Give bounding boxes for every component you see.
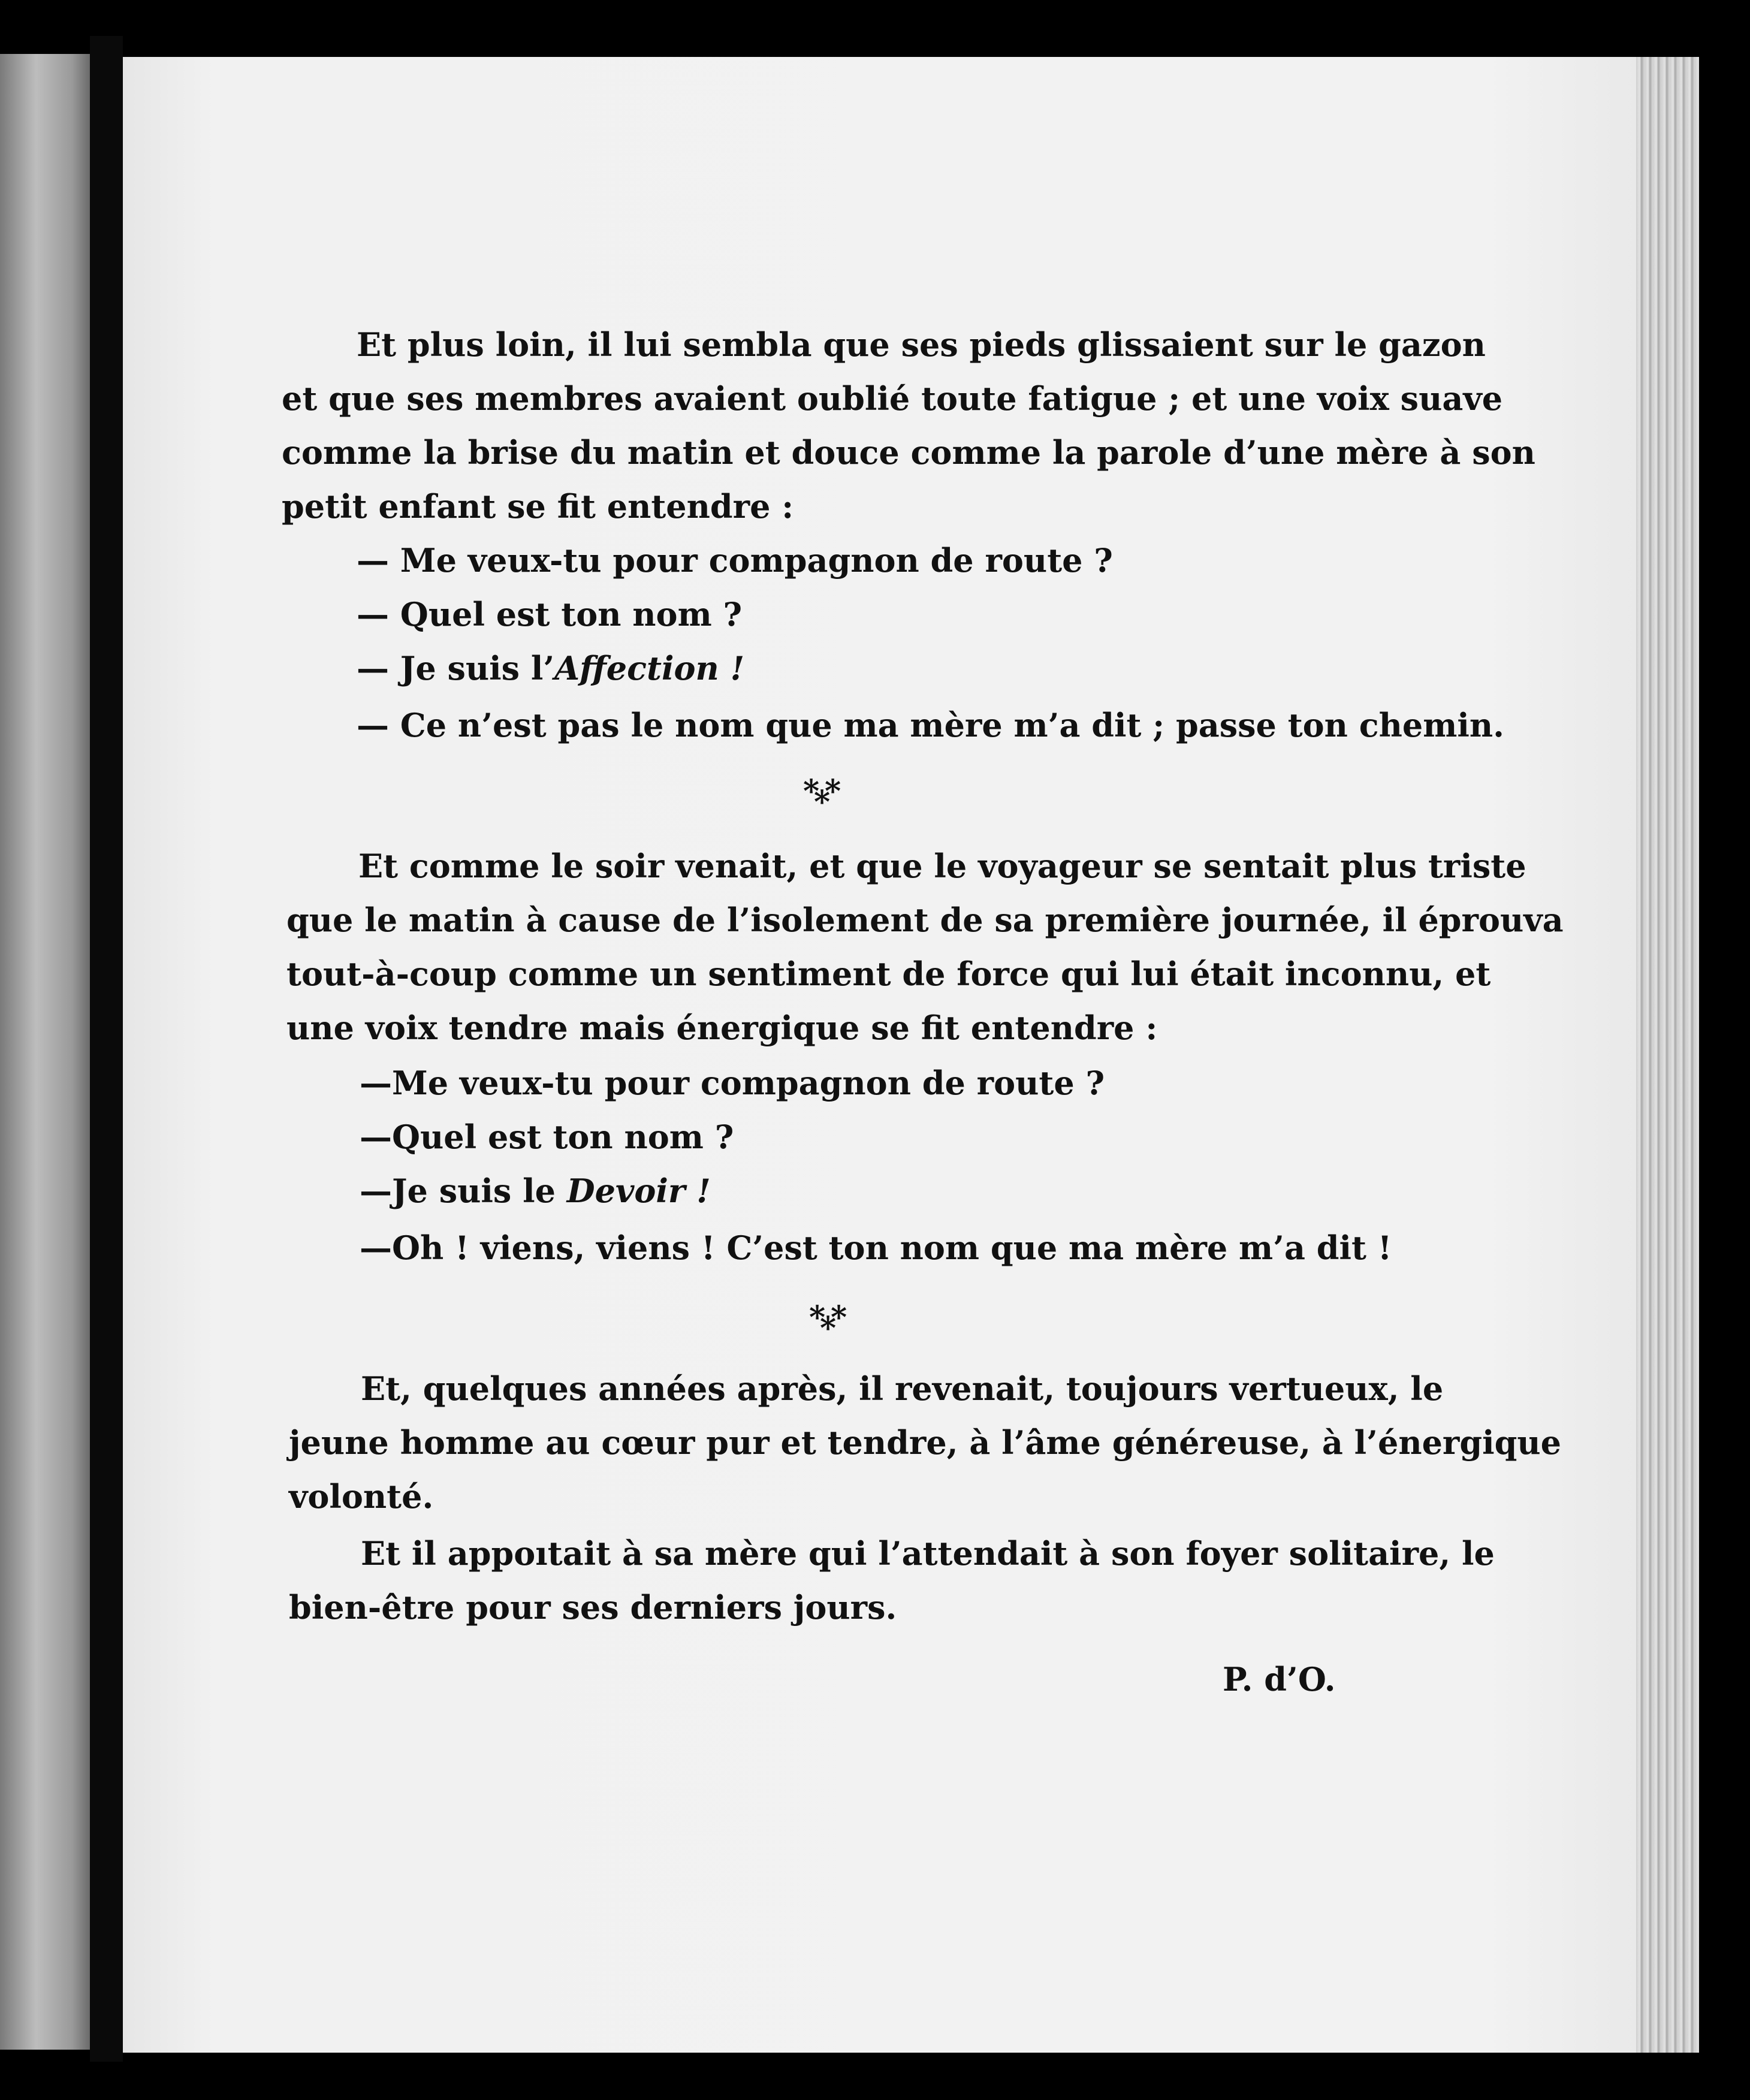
author-signature: P. d’O. <box>1223 1660 1336 1698</box>
paragraph-2-line-3: tout-à-coup comme un sentiment de force qui lui était inconnu, et <box>286 955 1491 993</box>
dialogue-2-line-1: —Me veux-tu pour compagnon de route ? <box>360 1064 1105 1102</box>
dialogue-2-line-2: —Quel est ton nom ? <box>360 1118 734 1156</box>
paragraph-1-line-2: et que ses membres avaient oublié toute fatigue ; et une voix suave <box>282 379 1503 418</box>
page-edges <box>1636 57 1699 2053</box>
section-separator <box>803 773 851 821</box>
paragraph-1-line-4: petit enfant se fit entendre : <box>282 487 794 526</box>
dialogue-1-line-1: — Me veux-tu pour compagnon de route ? <box>357 541 1113 580</box>
paragraph-2-line-4: une voix tendre mais énergique se fit entendre : <box>286 1009 1158 1047</box>
separator-star-center: * <box>814 784 831 820</box>
paragraph-4-line-1: Et il appoıtait à sa mère qui l’attendait à son foyer solitaire, le <box>361 1534 1495 1573</box>
scan-border <box>1699 36 1750 2100</box>
dialogue-2-line-3-text: —Je suis le <box>360 1172 567 1210</box>
book-gutter <box>90 36 123 2062</box>
paragraph-3-line-2: jeune homme au cœur pur et tendre, à l’âme généreuse, à l’énergique <box>289 1423 1562 1462</box>
paragraph-2-line-1: Et comme le soir venait, et que le voyageur se sentait plus triste <box>358 847 1526 885</box>
paragraph-2-line-2: que le matin à cause de l’isolement de sa première journée, il éprouva <box>286 901 1564 939</box>
dialogue-2-line-4: —Oh ! viens, viens ! C’est ton nom que ma mère m’a dit ! <box>360 1229 1392 1267</box>
left-page-edge <box>0 54 90 2050</box>
dialogue-1-line-2: — Quel est ton nom ? <box>357 595 743 633</box>
separator-star-left: * <box>809 1299 826 1336</box>
paragraph-3-line-3: volonté. <box>289 1477 434 1516</box>
separator-star-left: * <box>803 773 820 810</box>
dialogue-1-line-3-text: — Je suis l’ <box>357 649 555 687</box>
dialogue-1-line-4: — Ce n’est pas le nom que ma mère m’a dit ; passe ton chemin. <box>357 706 1504 744</box>
section-separator <box>809 1299 857 1347</box>
dialogue-1-line-3 <box>357 649 745 687</box>
dialogue-1-line-3-name: Affection ! <box>554 649 745 687</box>
dialogue-2-line-3 <box>360 1172 711 1210</box>
separator-star-right: * <box>825 773 841 810</box>
separator-star-right: * <box>831 1299 847 1336</box>
paragraph-3-line-1: Et, quelques années après, il revenait, toujours vertueux, le <box>361 1369 1444 1408</box>
paragraph-1-line-1: Et plus loin, il lui sembla que ses pieds glissaient sur le gazon <box>357 325 1486 364</box>
paragraph-4-line-2: bien-être pour ses derniers jours. <box>289 1588 897 1627</box>
dialogue-2-line-3-name: Devoir ! <box>566 1172 711 1210</box>
separator-star-center: * <box>820 1310 837 1347</box>
paragraph-1-line-3: comme la brise du matin et douce comme la parole d’une mère à son <box>282 433 1535 472</box>
